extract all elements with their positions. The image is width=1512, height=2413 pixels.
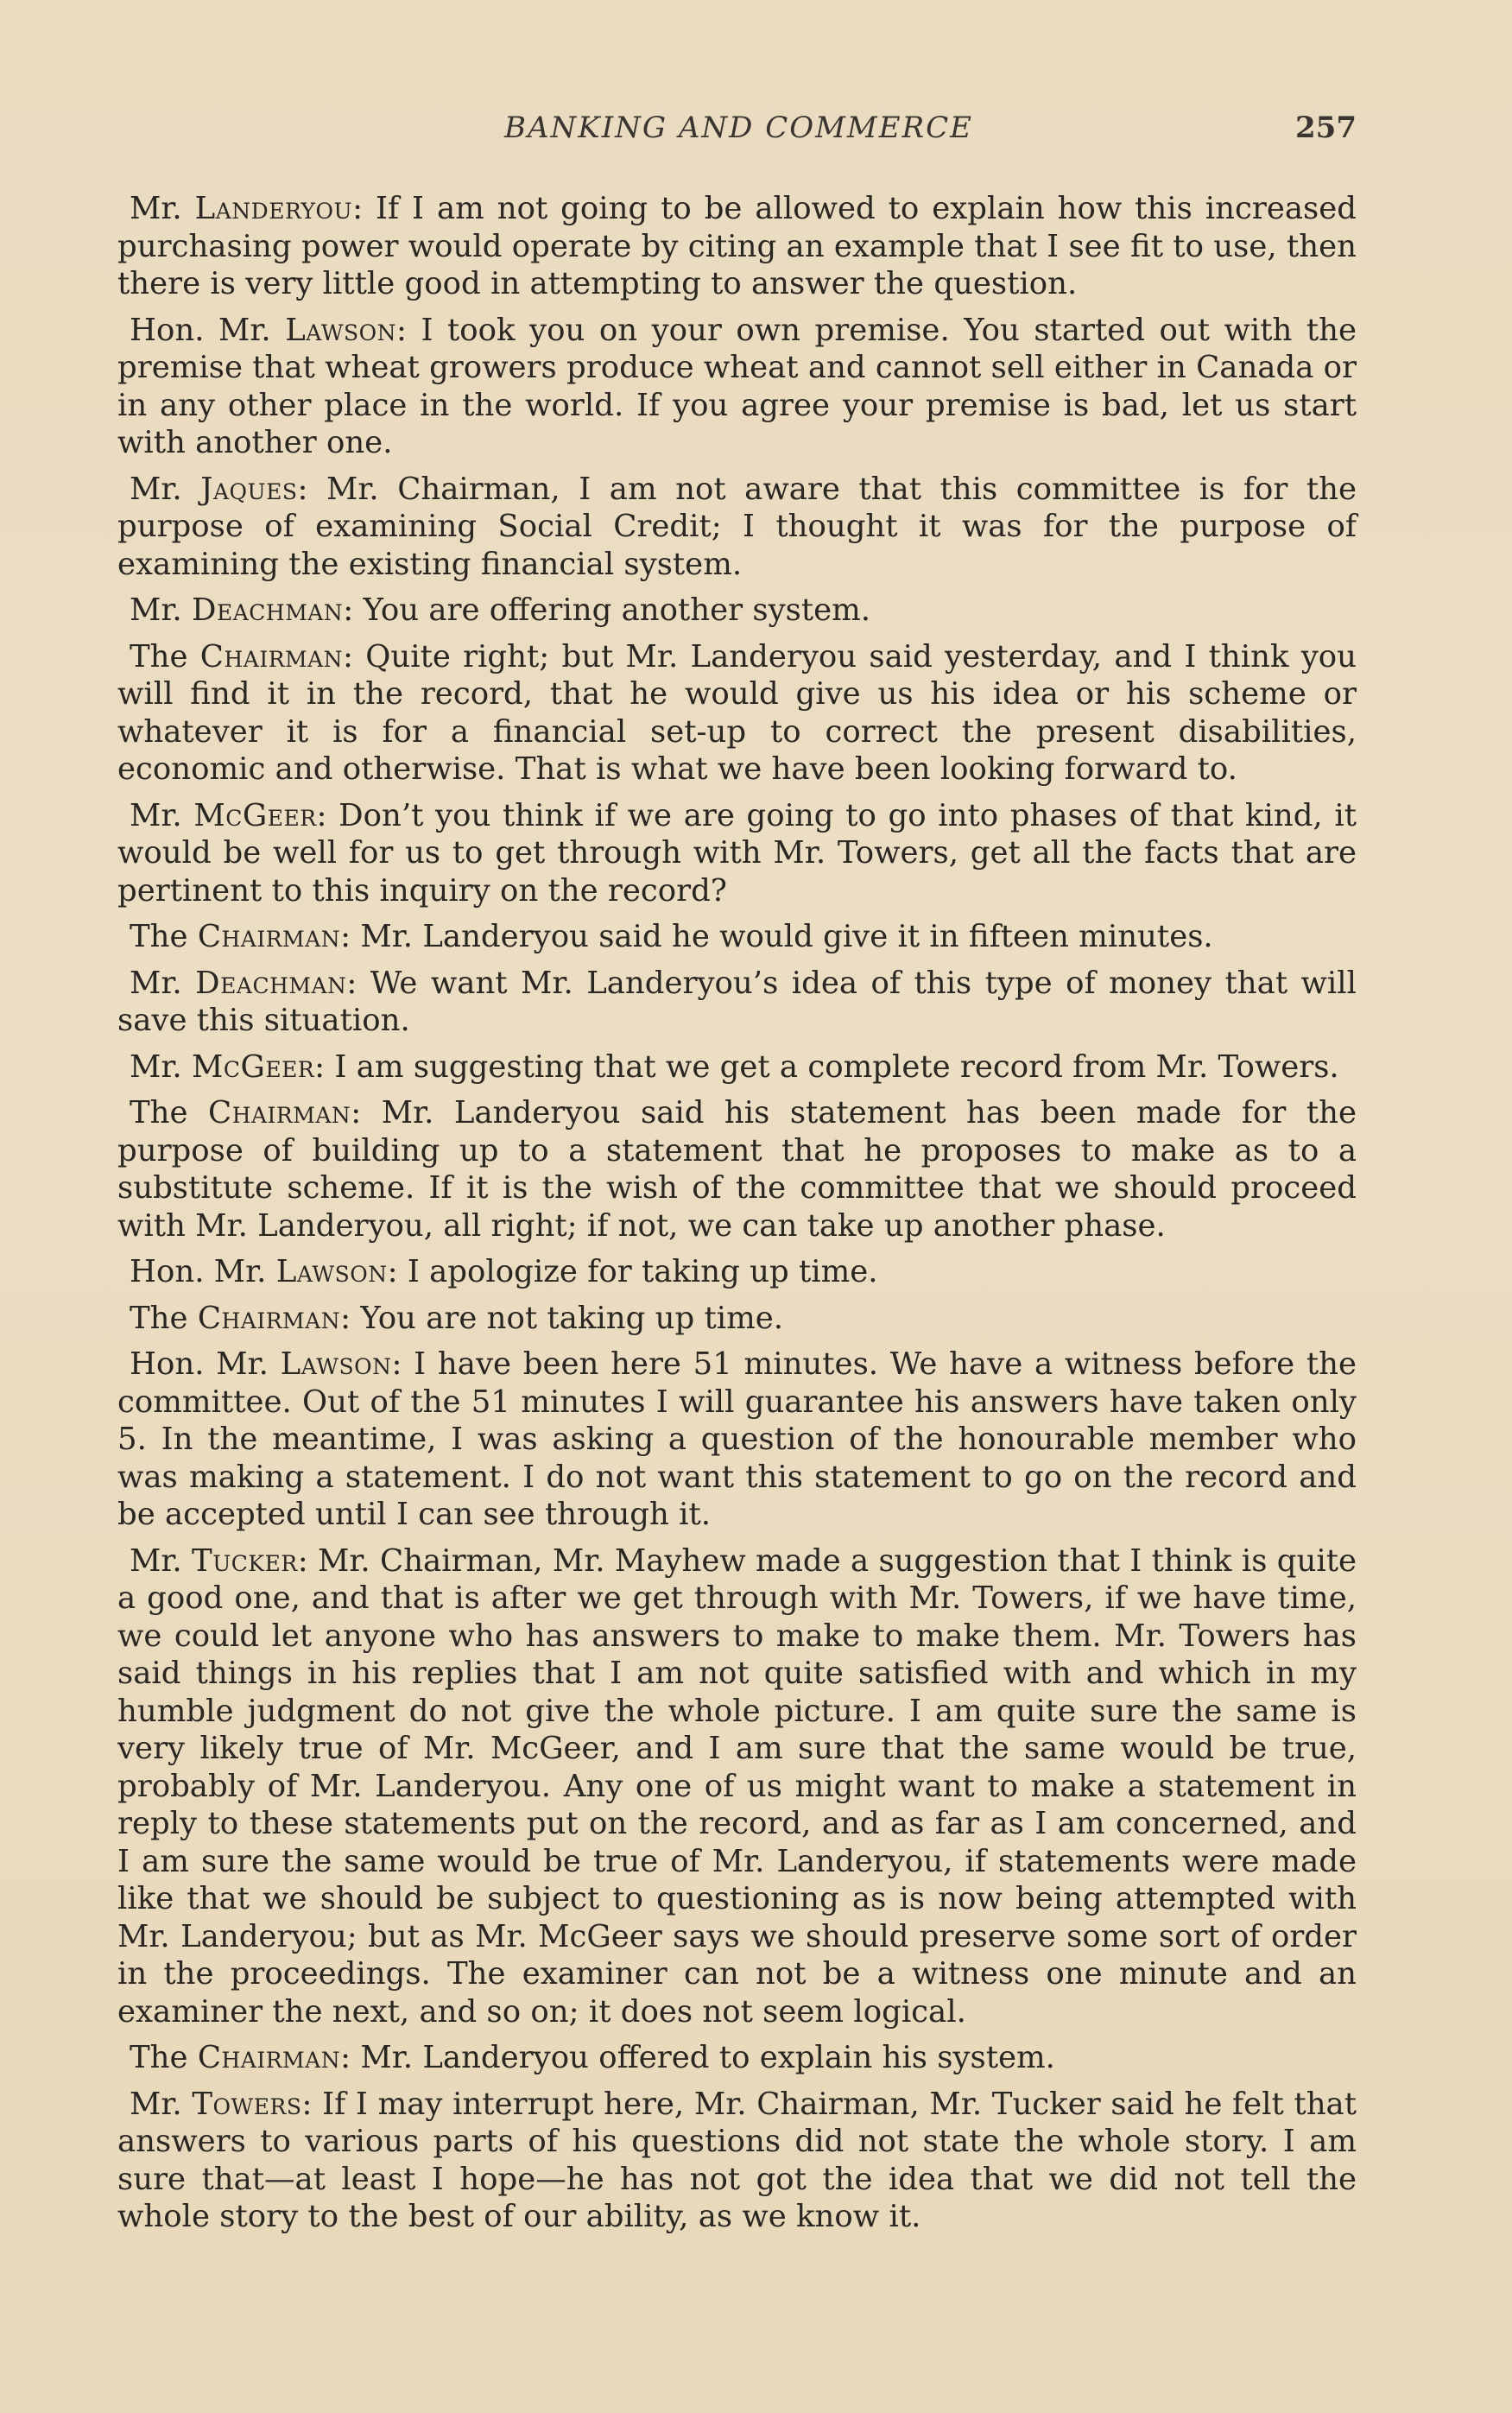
paragraph <box>117 471 1357 584</box>
speaker-name: Landeryou <box>194 191 353 226</box>
paragraph-text: : Mr. Landeryou said his statement has been made for the purpose of building up to a statement that he proposes to make as to a substitute scheme. If it is the wish of the committee that we should proceed with Mr. Landeryou, all right; if not, we can take up another phase. <box>117 1095 1357 1244</box>
speaker-name: Lawson <box>275 1254 388 1289</box>
speaker-title: The <box>130 1095 209 1130</box>
paragraph-text: : Mr. Landeryou said he would give it in fifteen minutes. <box>340 919 1213 954</box>
speaker-name: Deachman <box>192 592 344 628</box>
paragraph <box>117 2039 1357 2077</box>
speaker-title: Mr. <box>130 471 201 507</box>
paragraph <box>117 190 1357 303</box>
speaker-name: Chairman <box>199 638 344 674</box>
paragraph-text: : I took you on your own premise. You started out with the premise that wheat growers produce wheat and cannot sell either in Canada or in any other place in the world. If you agree your premise is bad, let us start with another one. <box>117 312 1357 460</box>
paragraph <box>117 1048 1357 1086</box>
paragraph-text: : Quite right; but Mr. Landeryou said yesterday, and I think you will find it in the record, that he would give us his idea or his scheme or whatever it is for a financial set-up to correct the present disabilities, economic and otherwise. That is what we have been looking forward to. <box>117 638 1357 787</box>
paragraph-text: : I have been here 51 minutes. We have a witness before the committee. Out of the 51 minutes I will guarantee his answers have taken only 5. In the meantime, I was asking a question of the honourable member who was making a statement. I do not want this statement to go on the record and be accepted until I can see through it. <box>117 1346 1357 1532</box>
speaker-title: Mr. <box>130 191 195 226</box>
paragraph-text: : Mr. Chairman, I am not aware that this committee is for the purpose of examining Social Credit; I thought it was for the purpose of examining the existing financial system. <box>117 471 1357 582</box>
speaker-name: Towers <box>192 2086 302 2122</box>
paragraph <box>117 2086 1357 2236</box>
speaker-name: Chairman <box>197 2040 341 2075</box>
transcript-body <box>117 190 1357 2245</box>
speaker-name: Deachman <box>195 965 347 1001</box>
speaker-title: Mr. <box>130 1048 192 1085</box>
speaker-title: Mr. <box>130 1542 193 1579</box>
speaker-name: Lawson <box>285 312 397 348</box>
speaker-title: Hon. Mr. <box>130 1346 281 1382</box>
speaker-title: Mr. <box>130 797 194 833</box>
speaker-title: Hon. Mr. <box>130 312 286 348</box>
paragraph <box>117 1253 1357 1291</box>
paragraph-text: : We want Mr. Landeryou’s idea of this type of money that will save this situation. <box>117 965 1357 1038</box>
speaker-name: Chairman <box>197 919 341 954</box>
page-header <box>121 111 1357 162</box>
speaker-name: Chairman <box>208 1095 351 1130</box>
speaker-title: The <box>130 919 198 954</box>
paragraph-text: : I am suggesting that we get a complete record from Mr. Towers. <box>314 1048 1339 1085</box>
paragraph-text: : You are offering another system. <box>343 592 871 628</box>
speaker-name: Jaques <box>200 471 298 507</box>
running-head: BANKING AND COMMERCE <box>504 111 973 145</box>
speaker-name: Chairman <box>197 1300 341 1336</box>
speaker-title: Mr. <box>130 2086 193 2122</box>
paragraph <box>117 1300 1357 1338</box>
speaker-name: Lawson <box>280 1346 392 1382</box>
page-number: 257 <box>1295 111 1357 145</box>
paragraph <box>117 918 1357 956</box>
paragraph <box>117 1346 1357 1534</box>
speaker-title: Mr. <box>130 965 196 1001</box>
paragraph <box>117 797 1357 910</box>
paragraph <box>117 965 1357 1040</box>
paragraph <box>117 312 1357 462</box>
paragraph <box>117 1542 1357 2031</box>
speaker-name: Tucker <box>192 1542 298 1579</box>
paragraph-text: : Don’t you think if we are going to go into phases of that kind, it would be well for us to get through with Mr. Towers, get all the facts that are pertinent to this inquiry on the record? <box>117 797 1357 909</box>
paragraph-text: : If I am not going to be allowed to explain how this increased purchasing power would operate by citing an example that I see fit to use, then there is very little good in attempting to answer the question. <box>117 191 1357 301</box>
speaker-title: The <box>130 1300 198 1336</box>
speaker-title: The <box>130 638 200 674</box>
speaker-title: Mr. <box>130 592 192 628</box>
paragraph <box>117 1094 1357 1244</box>
paragraph-text: : You are not taking up time. <box>340 1300 784 1336</box>
paragraph <box>117 638 1357 788</box>
speaker-name: McGeer <box>192 1048 315 1085</box>
paragraph <box>117 592 1357 630</box>
speaker-title: Hon. Mr. <box>130 1254 276 1289</box>
speaker-name: McGeer <box>193 797 317 833</box>
paragraph-text: : I apologize for taking up time. <box>387 1254 878 1289</box>
speaker-title: The <box>130 2040 198 2075</box>
paragraph-text: : Mr. Chairman, Mr. Mayhew made a suggestion that I think is quite a good one, and that is after we get through with Mr. Towers, if we have time, we could let anyone who has answers to make to make them. Mr. Towers has said things in his replies that I am not quite satisfied with and which in my humble judgment do not give the whole picture. I am quite sure the same is very likely true of Mr. McGeer, and I am sure that the same would be true, probably of Mr. Landeryou. Any one of us might want to make a statement in reply to these statements put on the record, and as far as I am concerned, and I am sure the same would be true of Mr. Landeryou, if statements were made like that we should be subject to questioning as is now being attempted with Mr. Landeryou; but as Mr. McGeer says we should preserve some sort of order in the proceedings. The examiner can not be a witness one minute and an examiner the next, and so on; it does not seem logical. <box>117 1542 1357 2030</box>
paragraph-text: : If I may interrupt here, Mr. Chairman, Mr. Tucker said he felt that answers to various parts of his questions did not state the whole story. I am sure that—at least I hope—he has not got the idea that we did not tell the whole story to the best of our ability, as we know it. <box>117 2086 1357 2234</box>
paragraph-text: : Mr. Landeryou offered to explain his system. <box>340 2040 1055 2075</box>
